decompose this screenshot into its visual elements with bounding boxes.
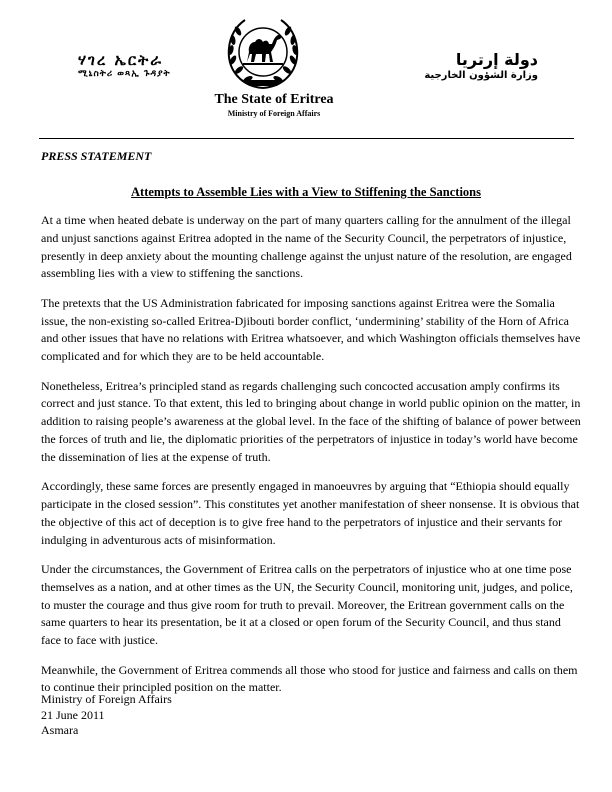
- signature-block: [41, 692, 172, 739]
- tigrinya-state-name: ሃገረ ኤርትራ: [78, 51, 164, 69]
- statement-body: [41, 212, 581, 709]
- paragraph: The pretexts that the US Administration fabricated for imposing sanctions against Eritrea were the Somalia issue, the non-existing so-called Eritrea-Djibouti border conflict, ‘undermining’ stability of the Horn of Africa and other issues that have no relations with Eritrea whatsoever, and which Washington officials themselves have complicated and for which they are to be held accountable.: [41, 295, 581, 364]
- letterhead: [0, 0, 612, 140]
- paragraph: At a time when heated debate is underway on the part of many quarters calling for the annulment of the illegal and unjust sanctions against Eritrea adopted in the name of the Security Council, the perpetrators of injustice, presently in deep anxiety about the mounting challenge against the unjust nature of the resolution, are engaged assembling lies with a view to stiffening the sanctions.: [41, 213, 572, 281]
- ministry-subtitle: Ministry of Foreign Affairs: [227, 109, 321, 118]
- arabic-ministry-name: وزارة الشؤون الخارجية: [424, 70, 538, 81]
- header-divider: [39, 138, 574, 139]
- arabic-state-name: دولة إرتريا: [455, 50, 538, 69]
- tigrinya-ministry-name: ሚኒስትሪ ወጻኢ ጉዳያት: [78, 69, 171, 80]
- document-label: PRESS STATEMENT: [41, 149, 152, 163]
- signature-date: 21 June 2011: [41, 707, 105, 722]
- tigrinya-heading: [78, 52, 171, 80]
- paragraph: Under the circumstances, the Government of Eritrea calls on the perpetrators of injustice who at one time pose themselves as a nation, and at other times as the UN, the Security Council, monitoring unit, judges, and police, to muster the courage and thus give room for truth to prevail. Moreover, the Eritrean government calls on the same quarters to hear its presentation, be it at a closed or open forum of the Security Council, and thus stand face to face with justice.: [41, 561, 573, 648]
- paragraph: Nonetheless, Eritrea’s principled stand as regards challenging such concocted accusation amply confirms its correct and just stance. To that extent, this led to bringing about change in world public opinion on the matter, in addition to raising people’s awareness at the global level. In the face of the shifting of balance of power between the forces of truth and lie, the diplomatic priorities of the perpetrators of injustice in today’s world have become the dissemination of lies at the expense of truth.: [41, 378, 581, 464]
- paragraph: Accordingly, these same forces are presently engaged in manoeuvres by arguing that “Ethiopia should equally participate in the closed session”. This constitutes yet another manifestation of sheer nonsense. It is obvious that the objective of this act of deception is to give free hand to the perpetrators of injustice and their servants for indulging in adventurous acts of misinformation.: [41, 479, 580, 547]
- signature-issuer: Ministry of Foreign Affairs: [41, 692, 172, 706]
- state-name: The State of Eritrea: [214, 92, 334, 107]
- camel-emblem-icon: [223, 14, 303, 94]
- paragraph: Meanwhile, the Government of Eritrea commends all those who stood for justice and fairness and calls on them to continue their principled position on the matter.: [41, 662, 578, 695]
- signature-place: Asmara: [41, 723, 79, 738]
- arabic-heading: [424, 50, 538, 83]
- document-title: Attempts to Assemble Lies with a View to Stiffening the Sanctions: [131, 185, 481, 199]
